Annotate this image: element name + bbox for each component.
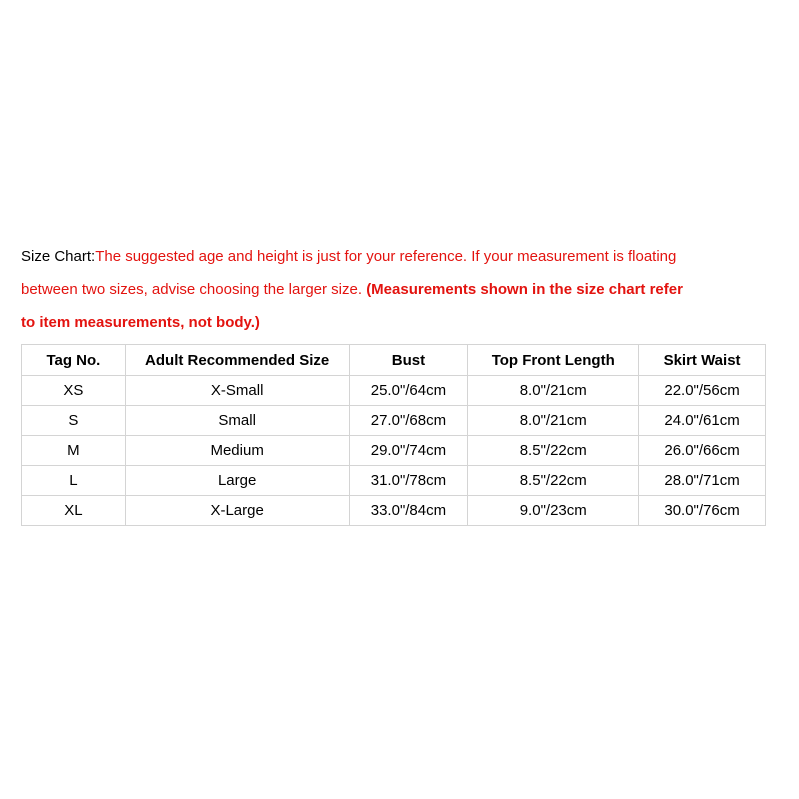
cell-bust: 29.0"/74cm [349,436,468,466]
intro-line-3 [21,306,761,339]
header-tag-no: Tag No. [22,345,126,376]
measurement-disclaimer-part-2: to item measurements, not body.) [21,314,260,331]
cell-bust: 25.0"/64cm [349,376,468,406]
table-row [22,406,766,436]
cell-tag-no: S [22,406,126,436]
header-bust: Bust [349,345,468,376]
cell-top-front-length: 8.5"/22cm [468,436,639,466]
cell-skirt-waist: 30.0"/76cm [639,496,766,526]
cell-top-front-length: 8.0"/21cm [468,376,639,406]
cell-top-front-length: 9.0"/23cm [468,496,639,526]
cell-bust: 31.0"/78cm [349,466,468,496]
cell-adult-size: Medium [125,436,349,466]
cell-skirt-waist: 28.0"/71cm [639,466,766,496]
cell-adult-size: X-Large [125,496,349,526]
header-adult-recommended-size: Adult Recommended Size [125,345,349,376]
reference-note: The suggested age and height is just for your reference. If your measurement is floating [95,248,677,265]
cell-top-front-length: 8.5"/22cm [468,466,639,496]
size-chart-label: Size Chart: [21,248,96,265]
cell-adult-size: X-Small [125,376,349,406]
cell-bust: 27.0"/68cm [349,406,468,436]
cell-tag-no: XL [22,496,126,526]
table-row [22,376,766,406]
cell-tag-no: M [22,436,126,466]
cell-tag-no: XS [22,376,126,406]
cell-adult-size: Large [125,466,349,496]
size-table [21,344,766,526]
table-row [22,466,766,496]
cell-tag-no: L [22,466,126,496]
cell-skirt-waist: 22.0"/56cm [639,376,766,406]
intro-line-2 [21,273,761,306]
cell-adult-size: Small [125,406,349,436]
size-chart-intro [21,240,761,339]
cell-bust: 33.0"/84cm [349,496,468,526]
table-row [22,436,766,466]
cell-top-front-length: 8.0"/21cm [468,406,639,436]
advice-note: between two sizes, advise choosing the larger size. [21,281,367,298]
table-row [22,496,766,526]
header-top-front-length: Top Front Length [468,345,639,376]
intro-line-1 [21,240,761,273]
table-header-row [22,345,766,376]
measurement-disclaimer-part-1: (Measurements shown in the size chart refer [366,281,683,298]
cell-skirt-waist: 24.0"/61cm [639,406,766,436]
header-skirt-waist: Skirt Waist [639,345,766,376]
cell-skirt-waist: 26.0"/66cm [639,436,766,466]
